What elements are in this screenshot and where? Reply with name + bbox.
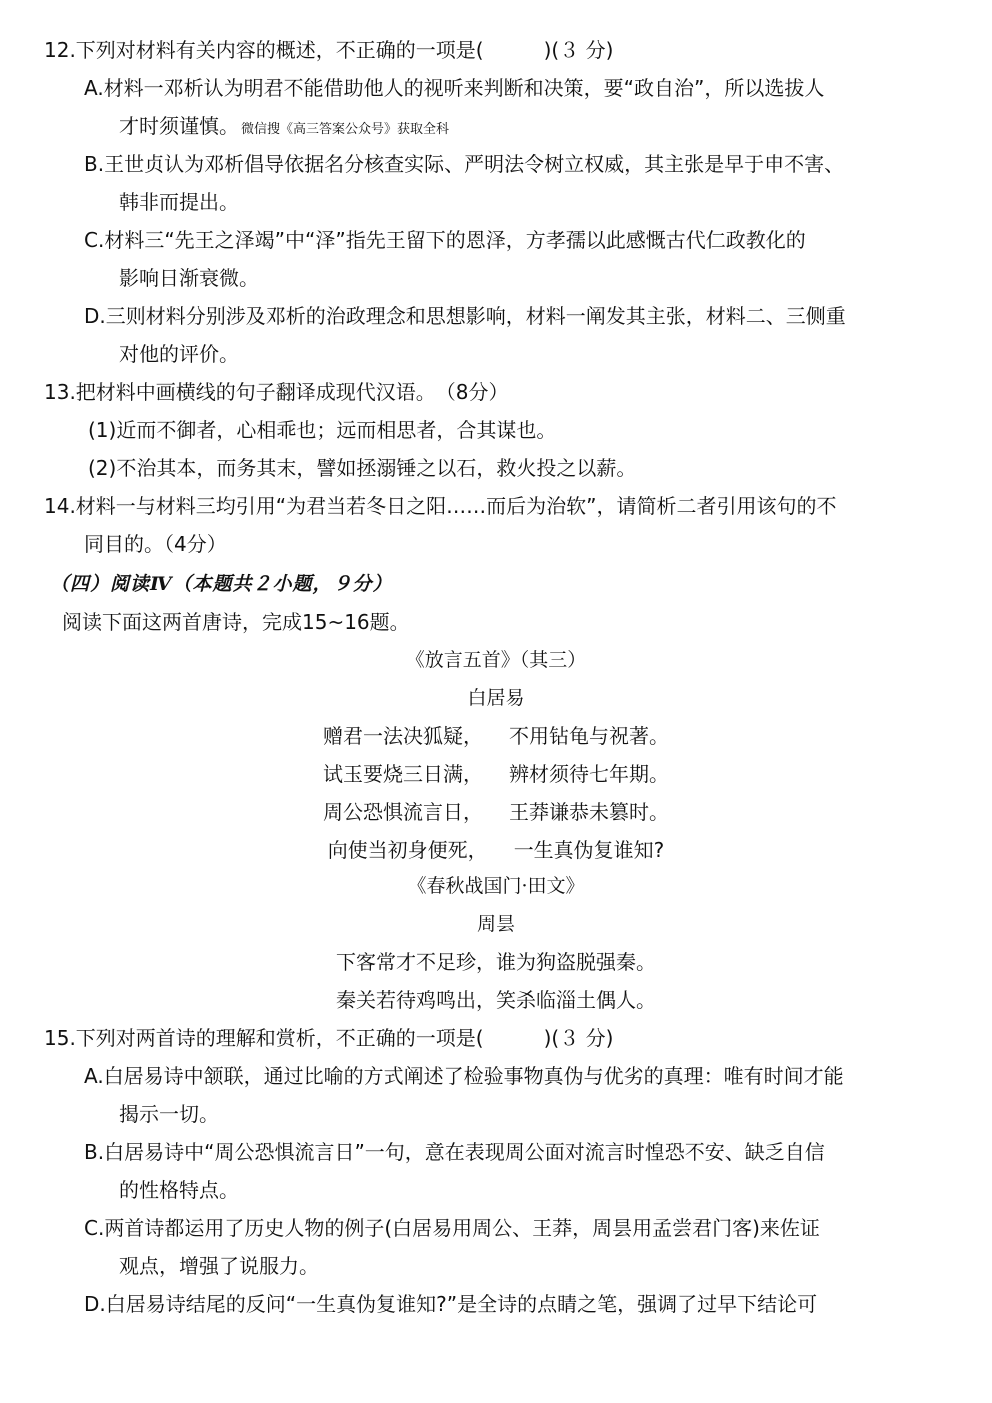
poem1-line-first-half: 赠君一法决狐疑，: [323, 724, 483, 748]
section-heading: （四）阅读Ⅳ（本题共２小题，９分）: [50, 573, 393, 595]
watermark-text: 微信搜《高三答案公众号》获取全科: [241, 122, 450, 137]
poem2-author: 周昙: [476, 913, 515, 935]
poem1-line-second-half: 王莽谦恭未篡时。: [509, 800, 669, 824]
q14-stem-line2: 同目的。（4分）: [84, 532, 227, 556]
poem1-line: [0, 722, 992, 750]
poem1-line: [0, 760, 992, 788]
poem1-line-second-half: 辨材须待七年期。: [509, 762, 669, 786]
poem2-line: 下客常才不足珍，谁为狗盗脱强秦。: [336, 950, 656, 974]
q13-sentence-2: (2)不治其本，而务其末，譬如拯溺锤之以石，救火投之以薪。: [88, 456, 637, 480]
q15-stem: 15.下列对两首诗的理解和赏析，不正确的一项是( )(３ 分): [44, 1026, 614, 1050]
q13-stem: 13.把材料中画横线的句子翻译成现代汉语。 （8分）: [44, 380, 509, 404]
q15-option-a-line2: 揭示一切。: [119, 1102, 219, 1126]
q15-option-d-line1: D.白居易诗结尾的反问“一生真伪复谁知?”是全诗的点睛之笔，强调了过早下结论可: [84, 1292, 818, 1316]
q14-stem-line1: 14.材料一与材料三均引用“为君当若冬日之阳……而后为治软”，请简析二者引用该句的不: [44, 494, 837, 518]
poem1-line-second-half: 一生真伪复谁知?: [513, 838, 665, 862]
poem1-line: [0, 836, 992, 864]
q15-option-b-line1: B.白居易诗中“周公恐惧流言日”一句，意在表现周公面对流言时惶恐不安、缺乏自信: [84, 1140, 825, 1164]
q12-option-b-line2: 韩非而提出。: [119, 190, 239, 214]
poem1-line-first-half: 试玉要烧三日满，: [323, 762, 483, 786]
q15-option-c-line1: C.两首诗都运用了历史人物的例子(白居易用周公、王莽，周昙用孟尝君门客)来佐证: [84, 1216, 820, 1240]
q15-option-a-line1: A.白居易诗中颔联，通过比喻的方式阐述了检验事物真伪与优劣的真理：唯有时间才能: [84, 1064, 844, 1088]
poem1-title: 《放言五首》（其三）: [405, 649, 587, 671]
poem1-line: [0, 798, 992, 826]
poem1-line-first-half: 向使当初身便死，: [327, 838, 488, 862]
section-intro: 阅读下面这两首唐诗，完成15~16题。: [62, 610, 410, 634]
poem2-title: 《春秋战国门·田文》: [407, 875, 585, 897]
q12-option-b-line1: B.王世贞认为邓析倡导依据名分核查实际、严明法令树立权威，其主张是早于申不害、: [84, 152, 845, 176]
q12-option-d-line1: D.三则材料分别涉及邓析的治政理念和思想影响，材料一阐发其主张，材料二、三侧重: [84, 304, 846, 328]
q15-option-b-line2: 的性格特点。: [119, 1178, 239, 1202]
q12-stem: 12.下列对材料有关内容的概述，不正确的一项是( )(３ 分): [44, 38, 614, 62]
q15-option-c-line2: 观点，增强了说服力。: [119, 1254, 319, 1278]
poem2-line: 秦关若待鸡鸣出，笑杀临淄土偶人。: [336, 988, 656, 1012]
poem1-author: 白居易: [467, 687, 525, 709]
q12-option-a-text: 才时须谨慎。: [119, 114, 239, 138]
q12-option-a-line2: [119, 112, 449, 144]
q12-option-c-line2: 影响日渐衰微。: [119, 266, 259, 290]
q12-option-a-line1: A.材料一邓析认为明君不能借助他人的视听来判断和决策，要“政自治”，所以选拔人: [84, 76, 825, 100]
poem1-line-second-half: 不用钻龟与祝著。: [509, 724, 669, 748]
q12-option-d-line2: 对他的评价。: [119, 342, 239, 366]
poem1-line-first-half: 周公恐惧流言日，: [323, 800, 483, 824]
q13-sentence-1: (1)近而不御者，心相乖也；远而相思者，合其谋也。: [88, 418, 557, 442]
q12-option-c-line1: C.材料三“先王之泽竭”中“泽”指先王留下的恩泽，方孝孺以此感慨古代仁政教化的: [84, 228, 806, 252]
